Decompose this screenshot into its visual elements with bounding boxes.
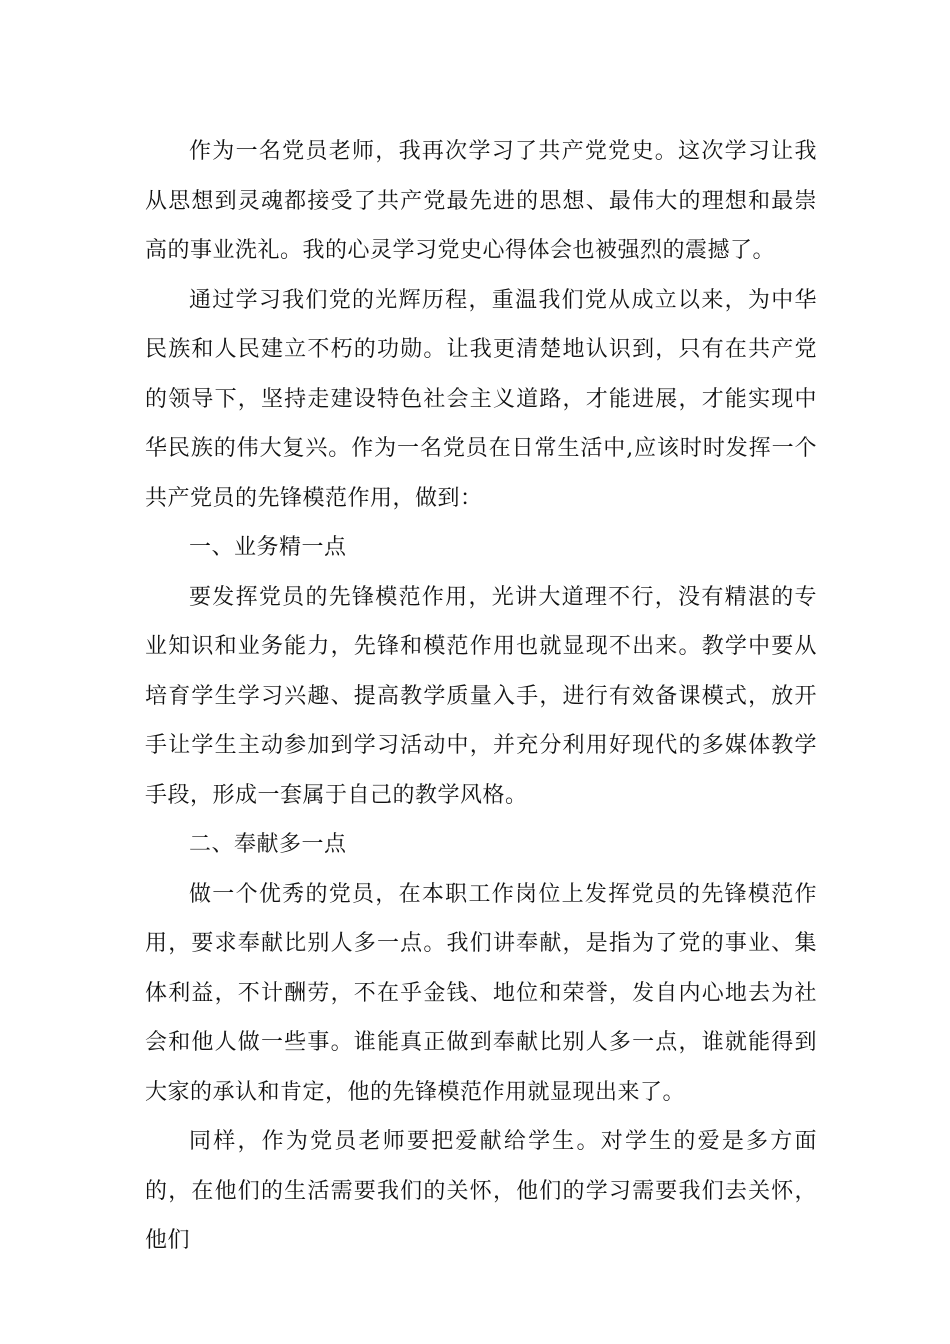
paragraph-5: 同样，作为党员老师要把爱献给学生。对学生的爱是多方面的，在他们的生活需要我们的关怀，他们的学习需要我们去关怀，他们 [145,1129,817,1253]
paragraph-1: 作为一名党员老师，我再次学习了共产党党史。这次学习让我从思想到灵魂都接受了共产党最先进的思想、最伟大的理想和最崇高的事业洗礼。我的心灵学习党史心得体会也被强烈的震撼了。 [145,139,817,263]
section-heading-2: 二、奉献多一点 [189,832,347,857]
paragraph-4: 做一个优秀的党员，在本职工作岗位上发挥党员的先锋模范作用，要求奉献比别人多一点。我们讲奉献，是指为了党的事业、集体利益，不计酬劳，不在乎金钱、地位和荣誉，发自内心地去为社会和他人做一些事。谁能真正做到奉献比别人多一点，谁就能得到大家的承认和肯定，他的先锋模范作用就显现出来了。 [145,881,817,1105]
document-body [145,127,817,1266]
paragraph-2: 通过学习我们党的光辉历程，重温我们党从成立以来，为中华民族和人民建立不朽的功勋。让我更清楚地认识到，只有在共产党的领导下，坚持走建设特色社会主义道路，才能进展，才能实现中华民族的伟大复兴。作为一名党员在日常生活中,应该时时发挥一个共产党员的先锋模范作用，做到： [145,287,817,511]
paragraph-3: 要发挥党员的先锋模范作用，光讲大道理不行，没有精湛的专业知识和业务能力，先锋和模范作用也就显现不出来。教学中要从培育学生学习兴趣、提高教学质量入手，进行有效备课模式，放开手让学生主动参加到学习活动中，并充分利用好现代的多媒体教学手段，形成一套属于自己的教学风格。 [145,584,817,808]
section-heading-1: 一、业务精一点 [189,535,347,560]
